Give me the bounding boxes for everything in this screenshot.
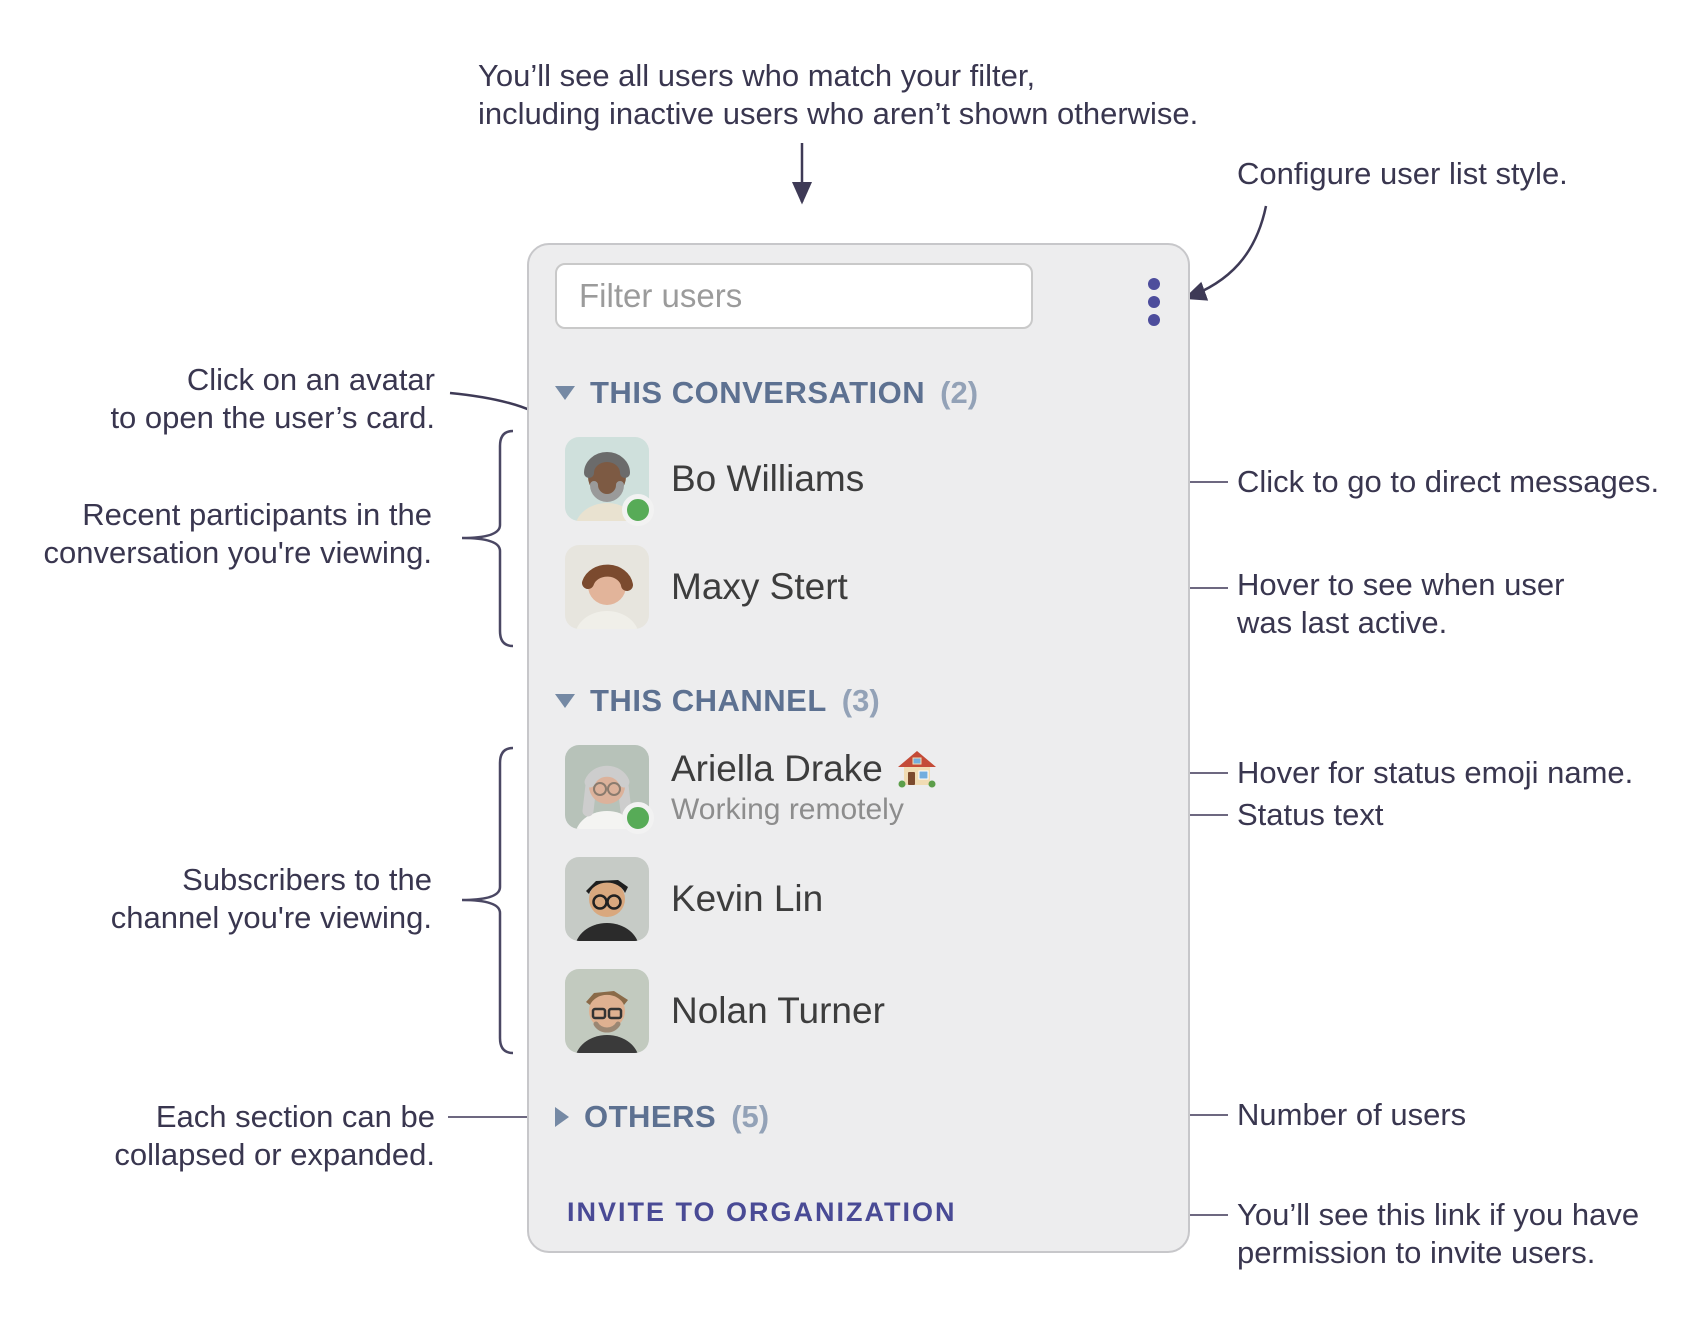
user-status-text: Working remotely	[671, 792, 904, 826]
annotation-configure-style: Configure user list style.	[1237, 156, 1568, 191]
kebab-dot	[1148, 278, 1160, 290]
annotation-user-count: Number of users	[1237, 1097, 1467, 1132]
avatar-ariella-drake[interactable]	[565, 745, 649, 829]
presence-online-dot	[622, 802, 654, 834]
annotation-line: channel you're viewing.	[110, 900, 432, 935]
annotation-collapse-expand	[80, 1098, 435, 1174]
user-name[interactable]: Nolan Turner	[671, 990, 885, 1031]
avatar-bo-williams[interactable]	[565, 437, 649, 521]
filter-users-input[interactable]	[555, 263, 1033, 329]
annotation-last-active	[1237, 566, 1564, 642]
annotation-status-emoji: Hover for status emoji name.	[1237, 755, 1634, 790]
annotation-line: You’ll see all users who match your filter,	[478, 58, 1036, 93]
annotation-line: Each section can be	[155, 1099, 435, 1134]
annotation-filter-note	[478, 57, 1198, 133]
annotation-line: permission to invite users.	[1237, 1235, 1596, 1270]
avatar-photo	[565, 545, 649, 629]
section-label: THIS CHANNEL	[590, 683, 827, 718]
avatar-nolan-turner[interactable]	[565, 969, 649, 1053]
annotation-line: Hover to see when user	[1237, 567, 1565, 602]
user-row-kevin-lin	[565, 857, 823, 941]
user-row-maxy-stert	[565, 545, 848, 629]
avatar-maxy-stert[interactable]	[565, 545, 649, 629]
section-count: (2)	[940, 375, 979, 410]
section-label: THIS CONVERSATION	[590, 375, 926, 410]
brace-subscribers	[462, 748, 513, 1053]
annotation-line: Click on an avatar	[186, 362, 435, 397]
annotation-line: conversation you're viewing.	[43, 535, 432, 570]
annotation-avatar-click	[100, 361, 435, 437]
section-count: (5)	[731, 1099, 770, 1134]
triangle-right-icon	[555, 1107, 569, 1127]
annotation-line: You’ll see this link if you have	[1237, 1197, 1640, 1232]
section-count: (3)	[841, 683, 880, 718]
annotation-line: including inactive users who aren’t shown otherwise.	[478, 96, 1199, 131]
avatar-photo	[565, 969, 649, 1053]
annotation-line: to open the user’s card.	[110, 400, 435, 435]
annotation-line: Recent participants in the	[82, 497, 432, 532]
kebab-dot	[1148, 314, 1160, 326]
user-list-panel	[527, 243, 1190, 1253]
annotation-line: was last active.	[1237, 605, 1448, 640]
section-label: OTHERS	[584, 1099, 717, 1134]
section-header-this-conversation[interactable]	[555, 373, 978, 413]
user-row-nolan-turner	[565, 969, 885, 1053]
user-name[interactable]: Bo Williams	[671, 458, 865, 499]
avatar-photo	[565, 857, 649, 941]
user-row-bo-williams	[565, 437, 864, 521]
user-name[interactable]: Maxy Stert	[671, 566, 848, 607]
invite-to-organization-link[interactable]: INVITE TO ORGANIZATION	[567, 1197, 957, 1227]
annotation-direct-messages: Click to go to direct messages.	[1237, 464, 1660, 499]
annotation-subscribers	[40, 861, 432, 937]
avatar-kevin-lin[interactable]	[565, 857, 649, 941]
presence-online-dot	[622, 494, 654, 526]
triangle-down-icon	[555, 386, 575, 400]
annotation-line: Subscribers to the	[182, 862, 432, 897]
user-row-ariella-drake	[565, 745, 937, 829]
annotation-line: collapsed or expanded.	[114, 1137, 435, 1172]
annotation-status-text: Status text	[1237, 797, 1384, 832]
user-name[interactable]: Kevin Lin	[671, 878, 824, 919]
arrow-configure	[1186, 206, 1266, 298]
annotation-invite-permission	[1237, 1196, 1639, 1272]
annotation-recent-participants	[40, 496, 432, 572]
brace-recent-participants	[462, 431, 513, 646]
section-header-this-channel[interactable]	[555, 681, 880, 721]
kebab-dot	[1148, 296, 1160, 308]
user-name[interactable]: Ariella Drake	[671, 747, 883, 789]
section-header-others[interactable]	[555, 1097, 769, 1137]
house-emoji	[897, 750, 937, 788]
kebab-menu-icon[interactable]	[1129, 273, 1179, 331]
triangle-down-icon	[555, 694, 575, 708]
